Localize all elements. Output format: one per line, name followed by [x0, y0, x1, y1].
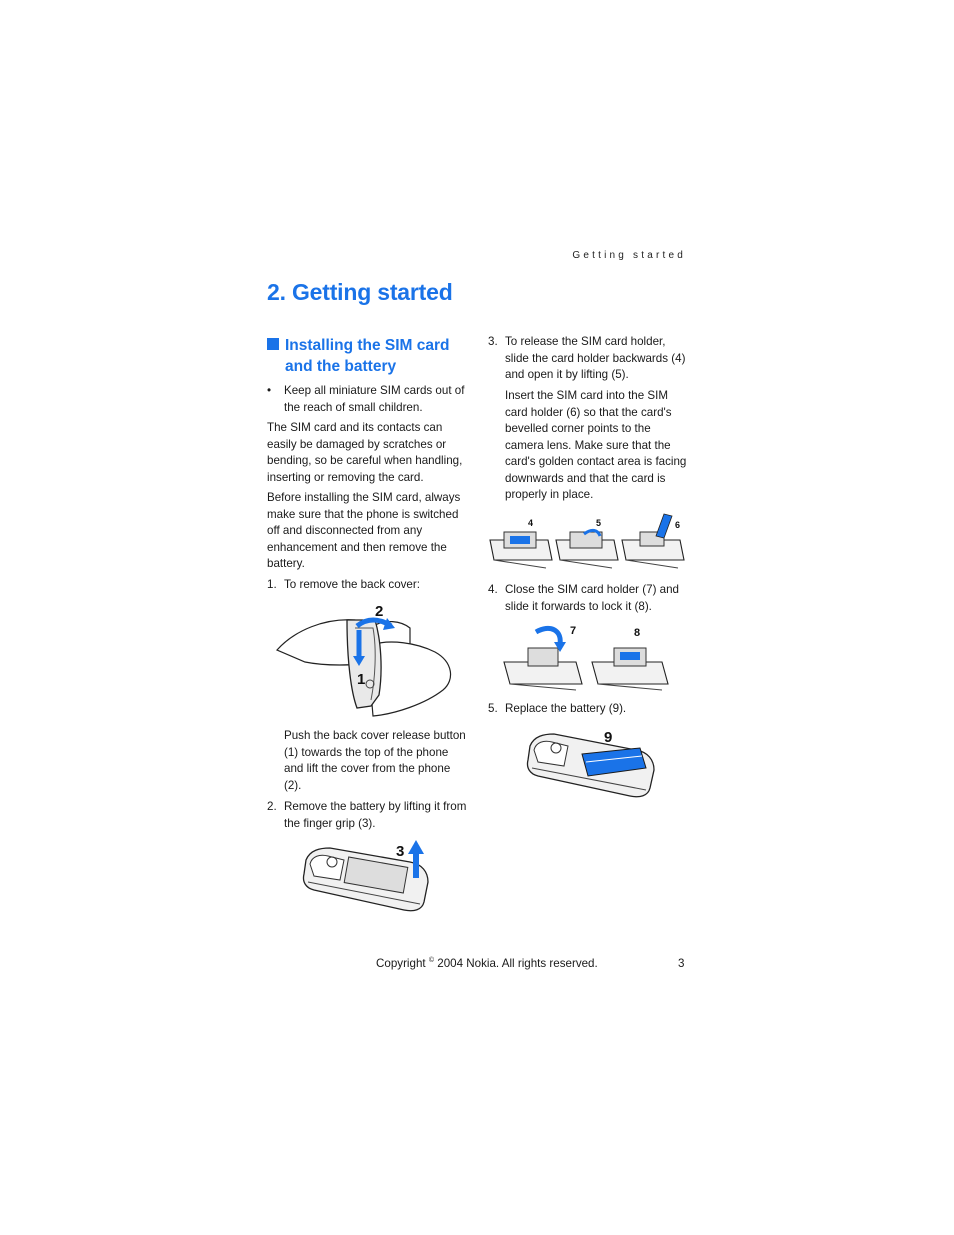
figure-sim-holder-close	[502, 622, 674, 692]
step-2-text: Remove the battery by lifting it from the finger grip (3).	[284, 800, 467, 830]
bullet-item	[267, 383, 467, 416]
figure-label-5: 5	[596, 518, 602, 528]
step-3-number: 3.	[488, 335, 498, 348]
step-4-number: 4.	[488, 583, 498, 596]
phone-illustration-8	[592, 627, 668, 690]
step-2	[267, 799, 467, 832]
section-heading-text: Installing the SIM card and the battery	[285, 337, 450, 375]
figure-remove-back-cover	[275, 600, 460, 722]
page-number: 3	[678, 957, 685, 970]
step-5-text: Replace the battery (9).	[505, 702, 627, 715]
phone-illustration-6	[622, 514, 684, 568]
section-heading	[267, 335, 467, 377]
figure-label-4: 4	[528, 518, 534, 528]
step-4	[488, 582, 688, 615]
figure-label-1: 1	[357, 671, 366, 688]
step-5	[488, 701, 688, 718]
phone-illustration-7	[504, 625, 582, 690]
step-5-number: 5.	[488, 702, 498, 715]
chapter-title: 2. Getting started	[267, 279, 453, 305]
figure-remove-battery	[300, 838, 432, 916]
bullet-text: Keep all miniature SIM cards out of the reach of small children.	[284, 384, 465, 414]
paragraph-before-install: Before installing the SIM card, always make sure that the phone is switched off and disconnected from any enhancement and then remove the battery.	[267, 491, 461, 570]
figure-label-8: 8	[634, 627, 641, 639]
running-head: Getting started	[572, 250, 686, 261]
paragraph-sim-care: The SIM card and its contacts can easily be damaged by scratches or bending, so be careful when handling, inserting or removing the card.	[267, 421, 463, 484]
copyright-symbol: ©	[428, 957, 435, 965]
step-3	[488, 334, 688, 384]
step-1-detail: Push the back cover release button (1) towards the top of the phone and lift the cover from the phone (2).	[284, 729, 466, 792]
step-1-text: To remove the back cover:	[284, 578, 420, 591]
heading-bullet-square	[267, 338, 279, 350]
figure-label-7: 7	[570, 625, 577, 637]
copyright-pre: Copyright	[376, 957, 426, 970]
step-1	[267, 577, 467, 594]
phone-illustration-5	[556, 518, 618, 568]
copyright-notice	[376, 957, 598, 970]
figure-replace-battery	[524, 726, 656, 802]
step-3-detail: Insert the SIM card into the SIM card holder (6) so that the card's bevelled corner points to the camera lens. Make sure that the card's golden contact area is facing downwards and that the card is properly in place.	[505, 389, 687, 501]
figure-label-6: 6	[675, 520, 681, 530]
copyright-post: 2004 Nokia. All rights reserved.	[437, 957, 598, 970]
bullet-dot: •	[267, 384, 272, 397]
figure-label-2: 2	[375, 603, 384, 620]
figure-label-3: 3	[396, 843, 405, 860]
step-4-text: Close the SIM card holder (7) and slide it forwards to lock it (8).	[505, 583, 679, 613]
figure-label-9: 9	[604, 729, 613, 746]
step-1-number: 1.	[267, 578, 277, 591]
figure-sim-holder-release	[488, 510, 688, 572]
step-2-number: 2.	[267, 800, 277, 813]
step-3-text: To release the SIM card holder, slide the card holder backwards (4) and open it by lifting (5).	[505, 335, 686, 381]
phone-illustration-4	[490, 518, 552, 568]
